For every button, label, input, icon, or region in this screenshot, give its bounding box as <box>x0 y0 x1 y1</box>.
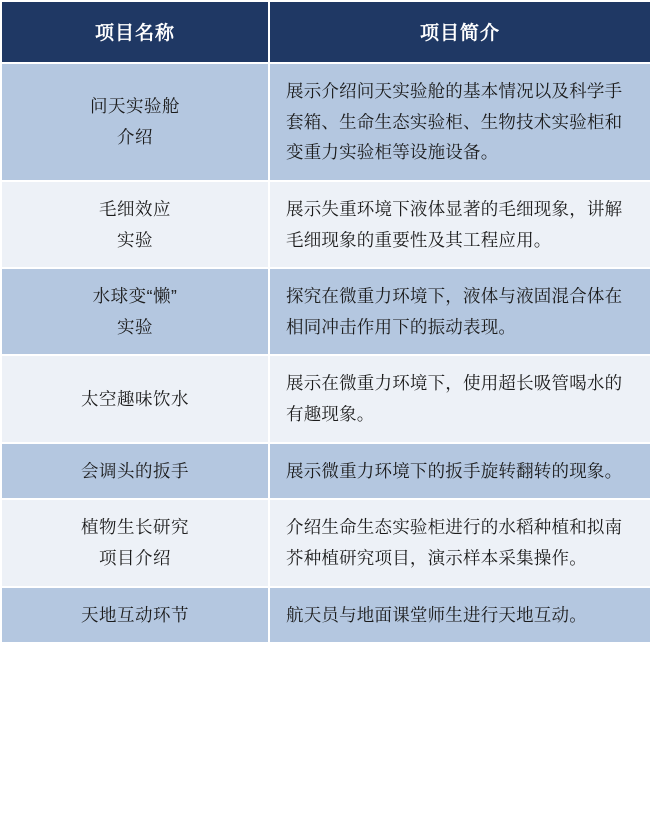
project-name-line: 项目介绍 <box>99 547 171 568</box>
project-description-cell: 航天员与地面课堂师生进行天地互动。 <box>269 587 650 644</box>
column-header-project-name: 项目名称 <box>1 1 269 63</box>
project-name-line: 会调头的扳手 <box>81 460 189 481</box>
table-row <box>1 499 650 586</box>
project-name-line: 介绍 <box>117 126 153 147</box>
project-name-line: 实验 <box>117 316 153 337</box>
project-name-line: 毛细效应 <box>99 198 171 219</box>
project-name-cell <box>1 63 269 181</box>
project-description-cell: 展示失重环境下液体显著的毛细现象，讲解毛细现象的重要性及其工程应用。 <box>269 181 650 268</box>
table-row <box>1 355 650 442</box>
table-header <box>1 1 650 63</box>
project-description-cell: 展示微重力环境下的扳手旋转翻转的现象。 <box>269 443 650 500</box>
table-row <box>1 443 650 500</box>
project-description-cell: 展示在微重力环境下，使用超长吸管喝水的有趣现象。 <box>269 355 650 442</box>
project-name-cell <box>1 499 269 586</box>
project-description-cell: 展示介绍问天实验舱的基本情况以及科学手套箱、生命生态实验柜、生物技术实验柜和变重力实验柜等设施设备。 <box>269 63 650 181</box>
project-description-cell: 介绍生命生态实验柜进行的水稻种植和拟南芥种植研究项目，演示样本采集操作。 <box>269 499 650 586</box>
table-row <box>1 268 650 355</box>
column-header-project-description: 项目简介 <box>269 1 650 63</box>
project-name-cell <box>1 443 269 500</box>
project-name-cell <box>1 355 269 442</box>
project-name-line: 太空趣味饮水 <box>81 388 189 409</box>
project-name-line: 实验 <box>117 229 153 250</box>
project-name-line: 问天实验舱 <box>90 96 180 117</box>
table-header-row <box>1 1 650 63</box>
table-row <box>1 63 650 181</box>
table-body <box>1 63 650 643</box>
project-name-line: 水球变“懒” <box>92 286 178 307</box>
project-name-cell <box>1 268 269 355</box>
project-name-line: 天地互动环节 <box>81 604 189 625</box>
project-name-cell <box>1 181 269 268</box>
table-row <box>1 587 650 644</box>
table-row <box>1 181 650 268</box>
project-description-cell: 探究在微重力环境下，液体与液固混合体在相同冲击作用下的振动表现。 <box>269 268 650 355</box>
project-name-line: 植物生长研究 <box>81 517 189 538</box>
project-name-cell <box>1 587 269 644</box>
